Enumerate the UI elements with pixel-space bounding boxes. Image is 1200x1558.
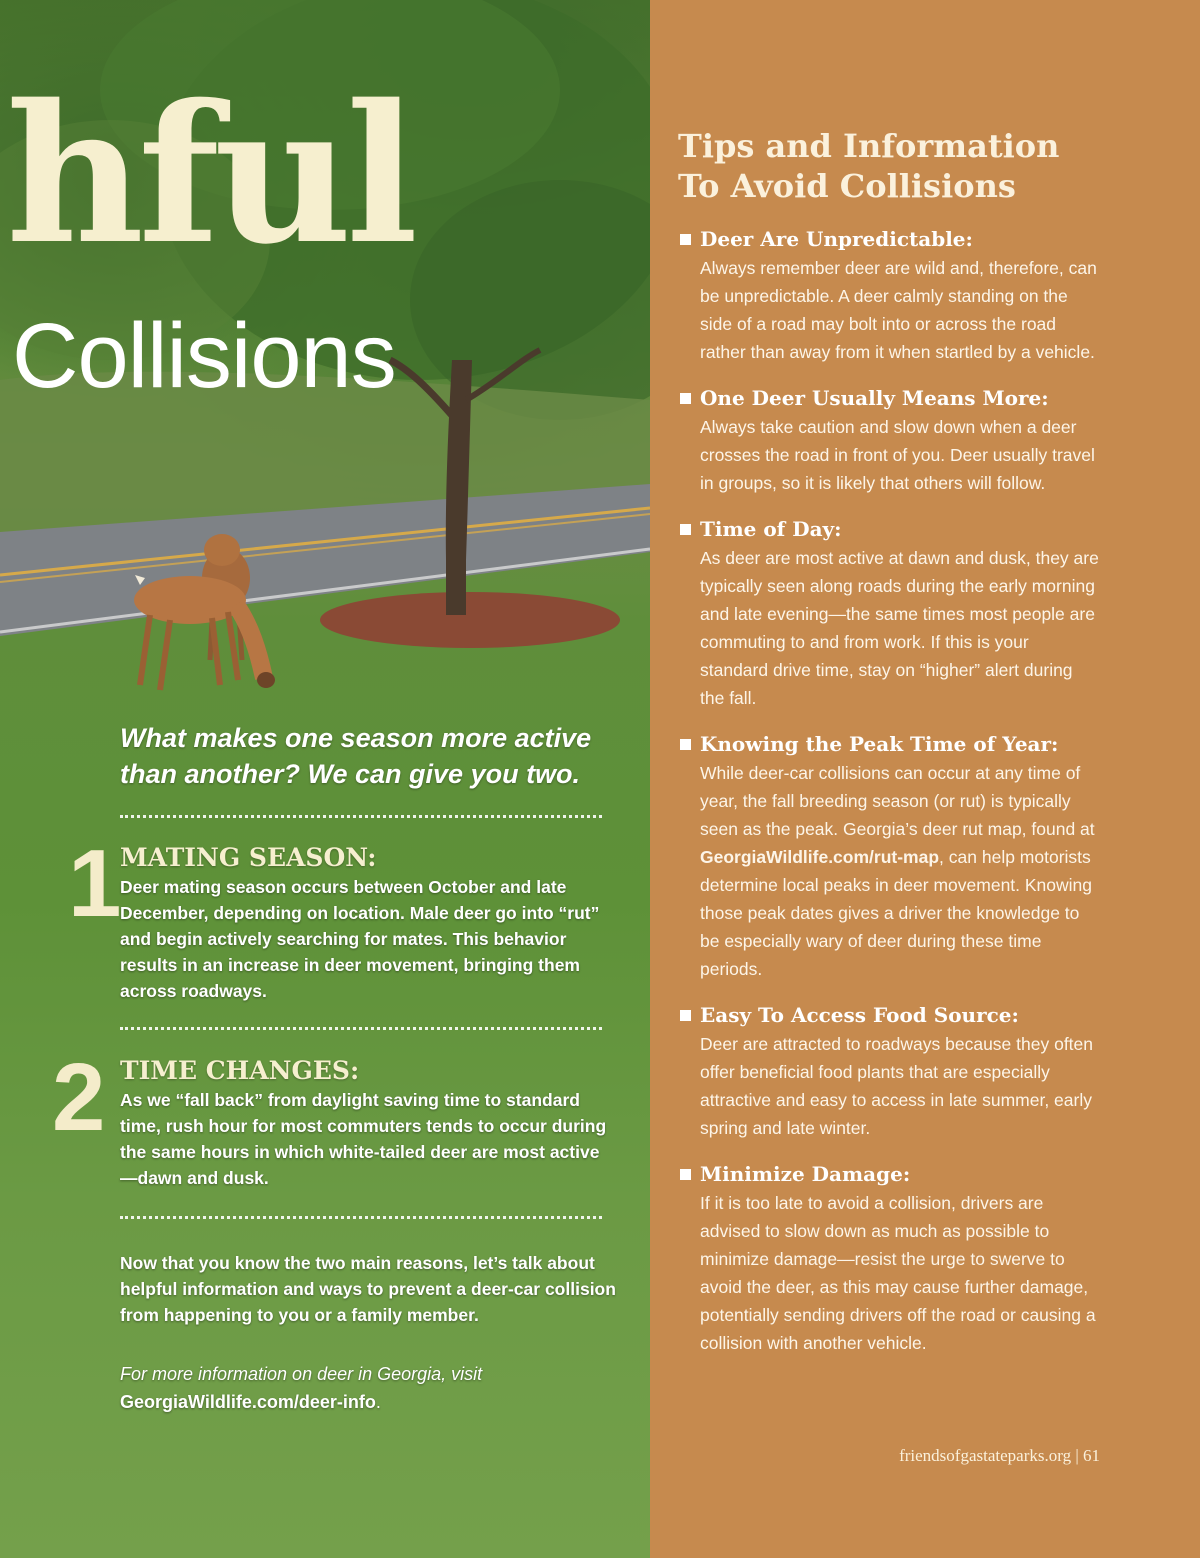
tips-panel (650, 0, 1200, 1558)
square-bullet-icon (680, 1010, 691, 1021)
tip-item (680, 514, 1100, 712)
tip-body-text: , can help motorists determine local peaks in deer movement. Knowing those peak dates gives a driver the knowledge to be especially wary of deer during these time periods. (700, 847, 1093, 979)
tip-item (680, 383, 1100, 497)
tip-item (680, 224, 1100, 366)
tip-item (680, 729, 1100, 983)
tip-heading: Knowing the Peak Time of Year: (700, 732, 1059, 756)
more-info-line (120, 1360, 620, 1416)
closing-paragraph: Now that you know the two main reasons, let’s talk about helpful information and ways to prevent a deer-car collision from happening to you or a family member. (120, 1253, 616, 1325)
tip-heading: Minimize Damage: (700, 1162, 911, 1186)
dotted-divider (120, 1027, 602, 1030)
tip-body (700, 759, 1100, 983)
footer-site: friendsofgastateparks.org (899, 1446, 1072, 1465)
tips-list (680, 224, 1100, 1374)
more-info-period: . (375, 1392, 381, 1412)
reason-number: 2 (52, 1044, 106, 1151)
square-bullet-icon (680, 524, 691, 535)
tips-title-line-2: To Avoid Collisions (678, 167, 1016, 205)
tip-body: If it is too late to avoid a collision, drivers are advised to slow down as much as possible to minimize damage—resist the urge to swerve to avoid the deer, as this may cause further damage, potentially sending drivers off the road or causing a collision with another vehicle. (700, 1193, 1096, 1353)
tip-item (680, 1000, 1100, 1142)
tip-body: Deer are attracted to roadways because they often offer beneficial food plants that are especially attractive and easy to access in late summer, early spring and late winter. (700, 1034, 1094, 1138)
tip-body: As deer are most active at dawn and dusk, they are typically seen along roads during the early morning and late evening—the same times most people are commuting to and from work. If this is your standard drive time, stay on “higher” alert during the fall. (700, 548, 1099, 708)
reason-body: Deer mating season occurs between October and late December, depending on location. Male deer go into “rut” and begin actively searching for mates. This behavior results in an increase in deer movement, bringing them across roadways. (120, 877, 600, 1001)
square-bullet-icon (680, 739, 691, 750)
page-footer (899, 1446, 1100, 1466)
reason-title: TIME CHANGES: (120, 1056, 360, 1085)
reason-body: As we “fall back” from daylight saving time to standard time, rush hour for most commuters tends to occur during the same hours in which white-tailed deer are most active—dawn and dusk. (120, 1090, 607, 1188)
tips-title-line-1: Tips and Information (678, 127, 1060, 165)
reason-number: 1 (68, 830, 122, 937)
tip-heading: Easy To Access Food Source: (700, 1003, 1019, 1027)
tip-body-text: While deer-car collisions can occur at any time of year, the fall breeding season (or rut) is typically seen as the peak. Georgia’s deer rut map, found at (700, 763, 1095, 839)
dotted-divider (120, 815, 602, 818)
article-headline-collisions: Collisions (12, 305, 396, 407)
tip-heading: Deer Are Unpredictable: (700, 227, 973, 251)
more-info-lead: For more information on deer in Georgia, visit (120, 1364, 483, 1384)
article-headline-fragment: hful (6, 63, 413, 286)
tip-body: Always remember deer are wild and, therefore, can be unpredictable. A deer calmly standing on the side of a road may bolt into or across the road rather than away from it when startled by a vehicle. (700, 258, 1097, 362)
tip-body: Always take caution and slow down when a deer crosses the road in front of you. Deer usually travel in groups, so it is likely that others will follow. (700, 417, 1095, 493)
square-bullet-icon (680, 1169, 691, 1180)
page-number: 61 (1083, 1446, 1100, 1465)
tips-panel-title (678, 126, 1059, 206)
square-bullet-icon (680, 234, 691, 245)
tip-item (680, 1159, 1100, 1357)
dotted-divider (120, 1216, 602, 1219)
rut-map-link[interactable]: GeorgiaWildlife.com/rut-map (700, 847, 940, 867)
tip-heading: Time of Day: (700, 517, 842, 541)
tip-heading: One Deer Usually Means More: (700, 386, 1049, 410)
reason-title: MATING SEASON: (120, 843, 377, 872)
square-bullet-icon (680, 393, 691, 404)
footer-separator: | (1075, 1446, 1079, 1465)
lead-question: What makes one season more active than another? We can give you two. (120, 723, 592, 789)
deer-info-link[interactable]: GeorgiaWildlife.com/deer-info (120, 1392, 376, 1412)
